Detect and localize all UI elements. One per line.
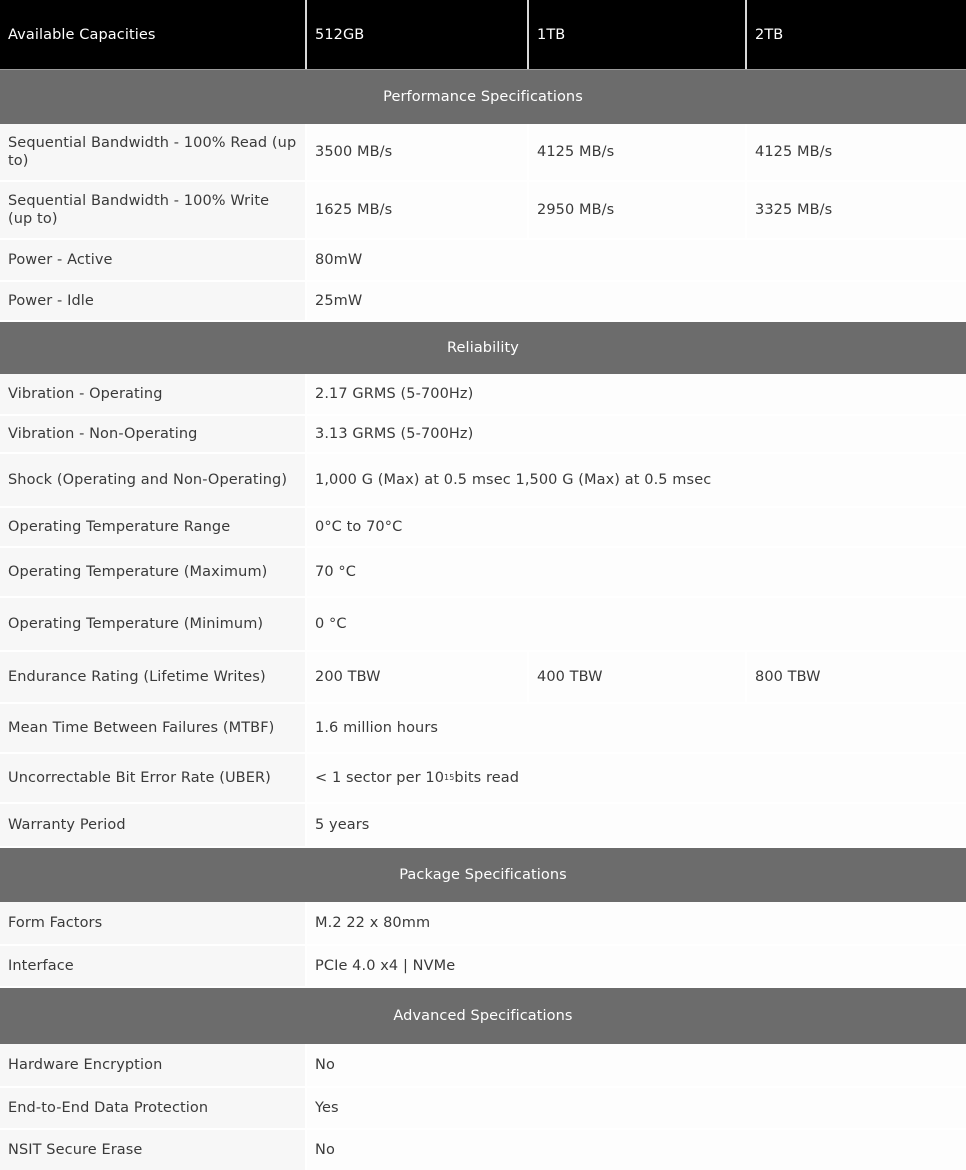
table-row (0, 374, 966, 416)
row-value: 5 years (315, 817, 370, 833)
table-row (0, 652, 966, 704)
row-label: Endurance Rating (Lifetime Writes) (0, 652, 307, 702)
table-row (0, 1088, 966, 1130)
row-value: 800 TBW (755, 669, 821, 685)
row-label: Power - Active (0, 240, 307, 280)
row-label: Vibration - Non-Operating (0, 416, 307, 452)
row-value: 200 TBW (307, 652, 529, 702)
row-value: 2950 MB/s (529, 182, 747, 238)
row-value: 1625 MB/s (307, 182, 529, 238)
row-label: Sequential Bandwidth - 100% Write (up to) (0, 182, 307, 238)
table-row (0, 704, 966, 754)
section-performance (0, 70, 966, 124)
row-value: Yes (315, 1100, 339, 1116)
row-label: Operating Temperature Range (0, 508, 307, 546)
table-row (0, 124, 966, 182)
table-row (0, 240, 966, 282)
row-value: 80mW (315, 252, 363, 268)
section-title: Package Specifications (399, 867, 567, 883)
row-label: End-to-End Data Protection (0, 1088, 307, 1128)
section-reliability (0, 322, 966, 374)
capacity-1tb: 1TB (529, 0, 747, 69)
row-label: Uncorrectable Bit Error Rate (UBER) (0, 754, 307, 802)
row-value: 400 TBW (529, 652, 747, 702)
row-label: Warranty Period (0, 804, 307, 846)
table-row (0, 1130, 966, 1170)
uber-suffix: bits read (454, 770, 520, 786)
row-value: 1,000 G (Max) at 0.5 msec 1,500 G (Max) at 0.5 msec (315, 472, 712, 488)
row-value: 0°C to 70°C (315, 519, 403, 535)
row-label: Power - Idle (0, 282, 307, 320)
table-row (0, 548, 966, 598)
row-value: No (315, 1142, 335, 1158)
row-label: Operating Temperature (Maximum) (0, 548, 307, 596)
row-value: 70 °C (315, 564, 356, 580)
section-package (0, 848, 966, 902)
capacities-header-row (0, 0, 966, 70)
table-row (0, 946, 966, 988)
row-value: No (315, 1057, 335, 1073)
row-value: 3.13 GRMS (5-700Hz) (315, 426, 474, 442)
capacity-2tb: 2TB (755, 26, 784, 43)
uber-prefix: < 1 sector per 10 (315, 770, 445, 786)
table-row (0, 902, 966, 946)
table-row (0, 508, 966, 548)
row-value: 4125 MB/s (529, 124, 747, 180)
row-label: Operating Temperature (Minimum) (0, 598, 307, 650)
row-label: Sequential Bandwidth - 100% Read (up to) (0, 124, 307, 180)
row-value: 4125 MB/s (755, 144, 833, 160)
table-row (0, 598, 966, 652)
row-value: 3325 MB/s (755, 202, 833, 218)
row-label: Vibration - Operating (0, 374, 307, 414)
section-title: Performance Specifications (383, 89, 583, 105)
capacities-header-label: Available Capacities (0, 0, 307, 69)
row-label: Shock (Operating and Non-Operating) (0, 454, 307, 506)
row-value: < 1 sector per 10 15 bits read (315, 770, 520, 786)
section-title: Reliability (447, 340, 519, 356)
row-value: 1.6 million hours (315, 720, 439, 736)
table-row (0, 1044, 966, 1088)
table-row (0, 182, 966, 240)
row-value: 0 °C (315, 616, 347, 632)
row-label: Hardware Encryption (0, 1044, 307, 1086)
row-value: PCIe 4.0 x4 | NVMe (315, 958, 456, 974)
row-label: Mean Time Between Failures (MTBF) (0, 704, 307, 752)
table-row (0, 416, 966, 454)
row-value: 25mW (315, 293, 363, 309)
row-value: M.2 22 x 80mm (315, 915, 431, 931)
section-title: Advanced Specifications (393, 1008, 573, 1024)
row-value: 3500 MB/s (307, 124, 529, 180)
capacity-512gb: 512GB (307, 0, 529, 69)
table-row (0, 454, 966, 508)
section-advanced (0, 988, 966, 1044)
table-row (0, 754, 966, 804)
table-row (0, 804, 966, 848)
table-row (0, 282, 966, 322)
row-label: Form Factors (0, 902, 307, 944)
row-value: 2.17 GRMS (5-700Hz) (315, 386, 474, 402)
row-label: Interface (0, 946, 307, 986)
row-label: NSIT Secure Erase (0, 1130, 307, 1170)
